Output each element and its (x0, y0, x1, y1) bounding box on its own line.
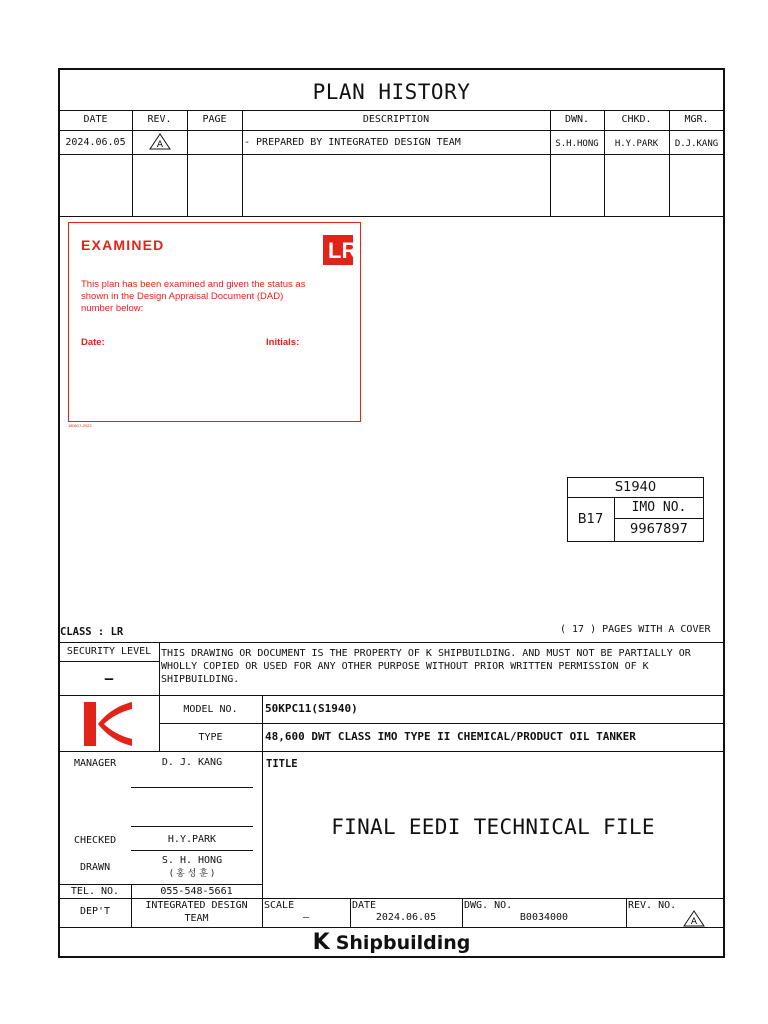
header-description: DESCRIPTION (362, 114, 430, 125)
row-rev: A (156, 140, 164, 150)
drawn-name: S. H. HONG (161, 855, 223, 866)
type-label: TYPE (198, 732, 223, 743)
header-rev: REV. (147, 114, 172, 125)
class-notation: CLASS : LR (60, 626, 124, 638)
plan-history-title: PLAN HISTORY (312, 80, 471, 104)
checked-name: H.Y.PARK (167, 834, 217, 845)
date-value: 2024.06.05 (375, 912, 437, 923)
lr-logo-icon: LR (323, 235, 353, 265)
dept-line-1: INTEGRATED DESIGN (145, 900, 248, 911)
drawn-label: DRAWN (80, 862, 111, 873)
yard-code: B17 (577, 512, 604, 527)
security-level-value: — (104, 671, 114, 687)
drawing-title: FINAL EEDI TECHNICAL FILE (331, 815, 655, 839)
header-mgr: MGR. (684, 114, 709, 125)
stamp-date-label: Date: (81, 337, 105, 348)
dept-label: DEP'T (79, 906, 111, 917)
rev-no-value: A (690, 917, 698, 927)
examined-stamp (68, 222, 361, 422)
security-level-label: SECURITY LEVEL (66, 646, 152, 657)
model-no-value: 50KPC11(S1940) (265, 702, 358, 715)
header-date: DATE (83, 114, 108, 125)
manager-name: D. J. KANG (161, 757, 223, 768)
row-date: 2024.06.05 (65, 137, 126, 148)
dwg-no-label: DWG. NO. (464, 900, 513, 911)
tel-label: TEL. NO. (70, 886, 120, 897)
k-shipbuilding-logo-icon (82, 698, 136, 750)
row-dwn: S.H.HONG (555, 139, 599, 149)
company-name (59, 932, 724, 958)
rev-no-label: REV. NO. (628, 900, 677, 911)
dwg-no-value: B0034000 (519, 912, 569, 923)
date-label: DATE (352, 900, 377, 911)
stamp-text: This plan has been examined and given the status as shown in the Design Appraisal Document (DAD) number below: (81, 279, 306, 314)
row-mgr: D.J.KANG (674, 139, 719, 149)
row-chkd: H.Y.PARK (614, 139, 659, 149)
revision-triangle-icon (149, 133, 171, 150)
title-label: TITLE (266, 758, 298, 770)
stamp-ref: 180917-2022 (68, 423, 92, 428)
header-page: PAGE (202, 114, 227, 125)
scale-value: – (302, 912, 310, 923)
stamp-initials-label: Initials: (266, 337, 300, 348)
row-description: - PREPARED BY INTEGRATED DESIGN TEAM (244, 137, 461, 148)
drawn-korean-name: ( 홍 성 훈 ) (169, 869, 215, 879)
header-dwn: DWN. (564, 114, 590, 125)
pages-count: ( 17 ) PAGES WITH A COVER (560, 624, 711, 635)
imo-label: IMO NO. (631, 500, 687, 515)
company-k: K (312, 930, 330, 955)
imo-number: 9967897 (630, 522, 688, 537)
tel-number: 055-548-5661 (160, 886, 233, 897)
checked-label: CHECKED (74, 835, 117, 846)
type-value: 48,600 DWT CLASS IMO TYPE II CHEMICAL/PRODUCT OIL TANKER (265, 730, 636, 743)
stamp-heading: EXAMINED (81, 237, 165, 253)
property-notice: THIS DRAWING OR DOCUMENT IS THE PROPERTY OF K SHIPBUILDING. AND MUST NOT BE PARTIALLY OR WHOLLY COPIED OR USED FOR ANY OTHER PURPOSE WITHOUT PRIOR WRITTEN PERMISSION OF K SHIPBUILDING. (161, 648, 691, 685)
header-chkd: CHKD. (621, 114, 652, 125)
manager-label: MANAGER (74, 758, 117, 769)
dept-line-2: TEAM (184, 913, 209, 924)
model-no-label: MODEL NO. (183, 704, 238, 715)
rev-triangle-icon (683, 910, 705, 927)
company-shipbuilding: Shipbuilding (335, 932, 471, 954)
hull-number: S1940 (614, 480, 657, 495)
scale-label: SCALE (264, 900, 295, 911)
